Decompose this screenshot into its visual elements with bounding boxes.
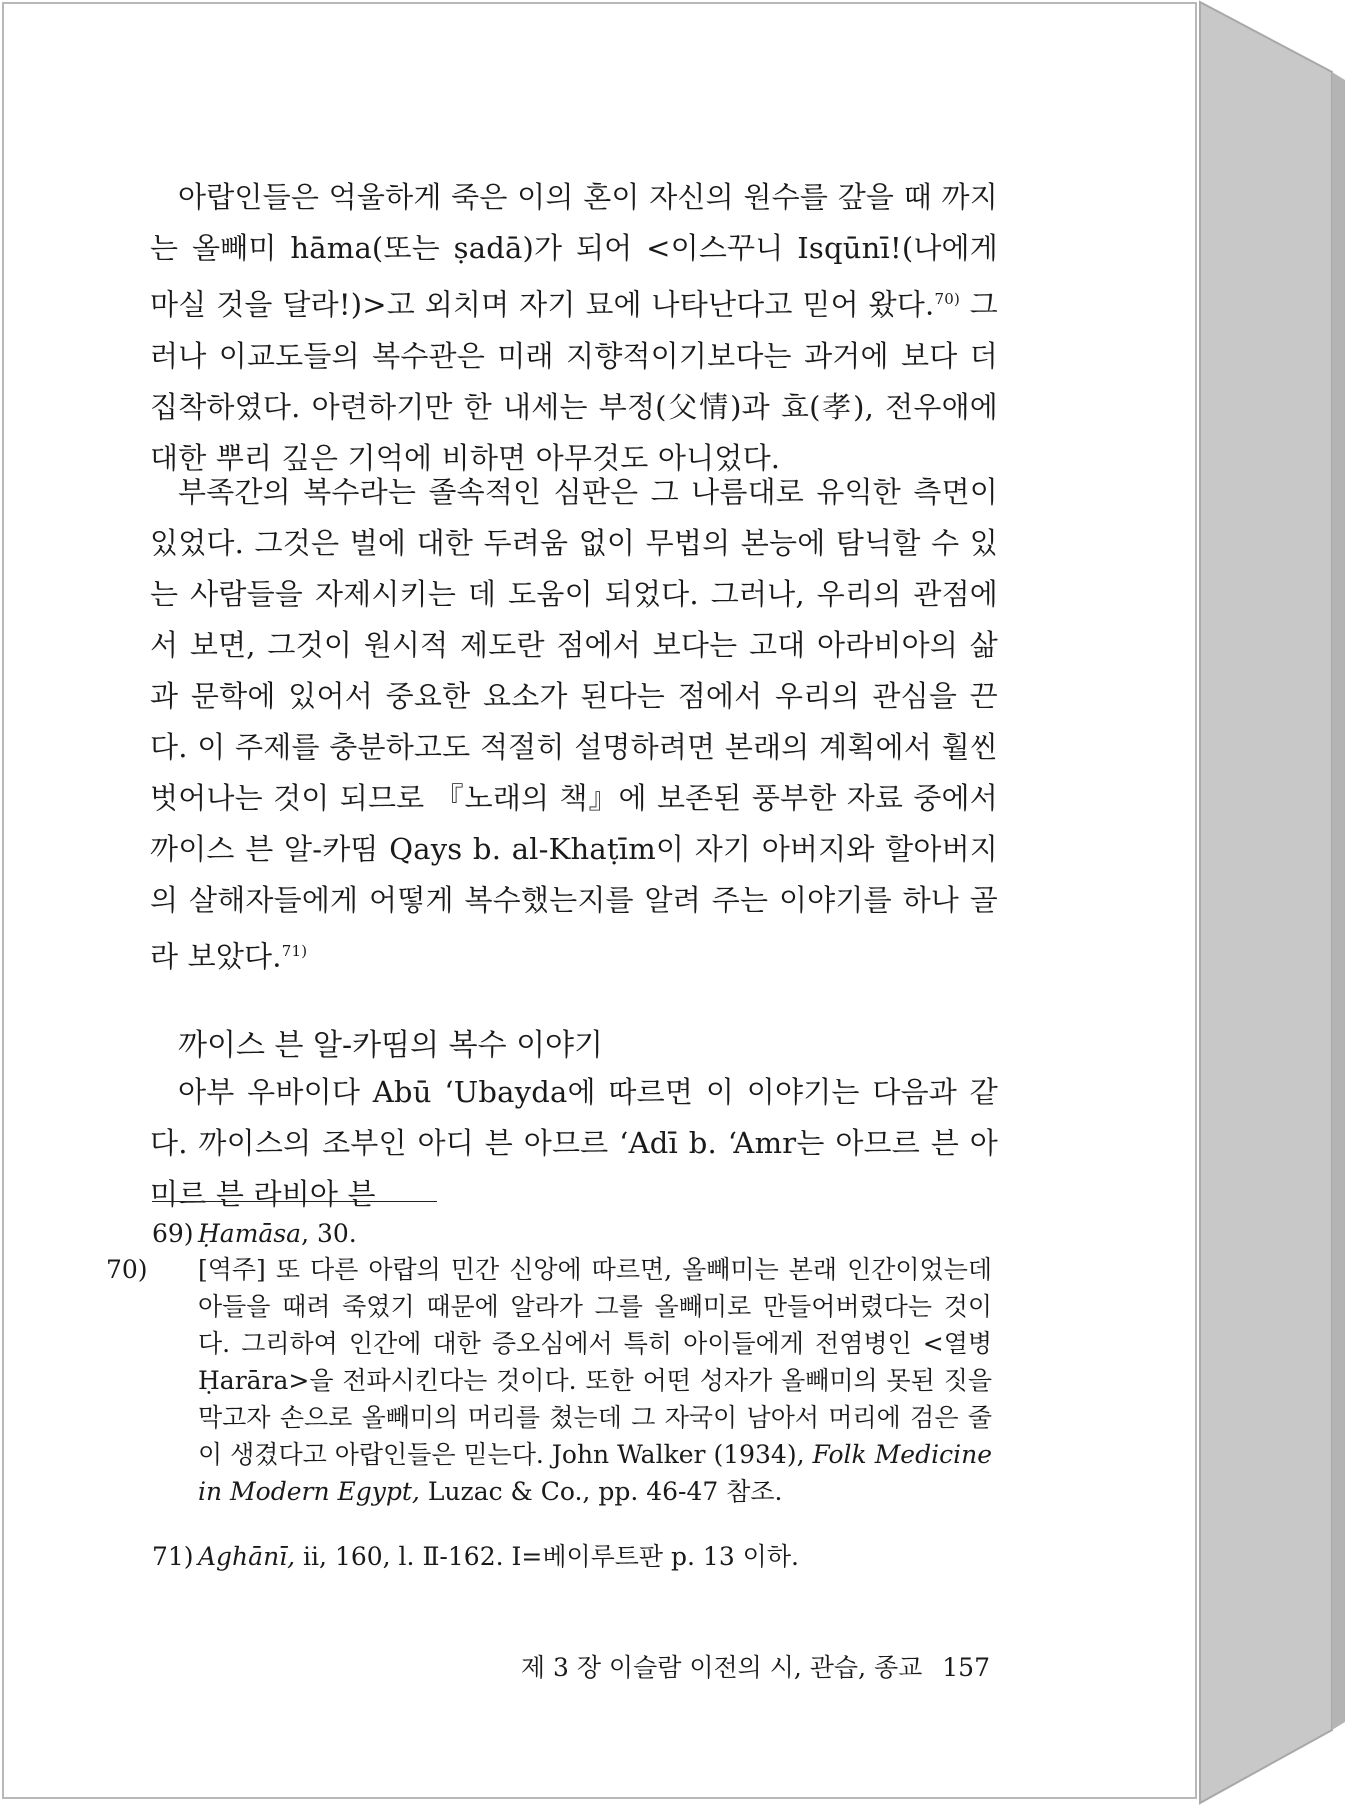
paragraph-2: 부족간의 복수라는 졸속적인 심판은 그 나름대로 유익한 측면이 있었다. 그것은 벌에 대한 두려움 없이 무법의 본능에 탐닉할 수 있는 사람들을 자제시키는 데 도움이 되었다. 그러나, 우리의 관점에서 보면, 그것이 원시적 제도란 점에서 보다는 고대 아라비아의 삶과 문학에 있어서 중요한 요소가 된다는 점에서 우리의 관심을 끈다. 이 주제를 충분하고도 적절히 설명하려면 본래의 계획에서 훨씬 벗어나는 것이 되므로 『노래의 책』에 보존된 풍부한 자료 중에서 까이스 븐 알-카띰 Qays b. al-Khaṭīm이 자기 아버지와 할아버지의 살해자들에게 어떻게 복수했는지를 알려 주는 이야기를 하나 골라 보았다.$^{71)}$ — [150, 475, 998, 974]
footnote-70: 70) [역주] 또 다른 아랍의 민간 신앙에 따르면, 올빼미는 본래 인간이었는데 아들을 때려 죽였기 때문에 알라가 그를 올빼미로 만들어버렸다는 것이다. 그리하여 인간에 대한 증오심에서 특히 아이들에게 전염병인 <열병 Ḥarāra>을 전파시킨다는 것이다. 또한 어떤 성자가 올빼미의 못된 짓을 막고자 손으로 올빼미의 머리를 쳤는데 그 자국이 남아서 머리에 검은 줄이 생겼다고 아랍인들은 믿는다. John Walker (1934), Folk Medicine in Modern Egypt, Luzac & Co., pp. 46-47 참조. — [106, 1255, 992, 1506]
footnote-ref-71: 71) — [281, 942, 308, 960]
page-number: 157 — [942, 1653, 990, 1682]
footnote-69: 69) Ḥamāsa, 30. — [152, 1219, 357, 1248]
footnote-71: 71) Aghānī, ii, 160, l. Ⅱ-162. Ⅰ=베이루트판 p. 13 이하. — [152, 1542, 799, 1571]
footnote-ref-70: 70) — [934, 290, 960, 308]
paragraph-3: 아부 우바이다 Abū ‘Ubayda에 따르면 이 이야기는 다음과 같다. 까이스의 조부인 아디 븐 아므르 ‘Adī b. ‘Amr는 아므르 븐 아미르 븐 라비아 븐 — [150, 1075, 998, 1211]
running-footer — [494, 1648, 990, 1684]
footer-chapter-title: 제 3 장 이슬람 이전의 시, 관습, 종교 — [520, 1653, 923, 1682]
footnote-divider — [152, 1201, 437, 1202]
paragraph-1: 아랍인들은 억울하게 죽은 이의 혼이 자신의 원수를 갚을 때 까지는 올빼미 hāma(또는 ṣadā)가 되어 <이스꾸니 Isqūnī!(나에게 마실 것을 달라!)>고 외치며 자기 묘에 나타난다고 믿어 왔다.$^{70)}$ 그러나 이교도들의 복수관은 미래 지향적이기보다는 과거에 보다 더 집착하였다. 아련하기만 한 내세는 부정(父情)과 효(孝), 전우애에 대한 뿌리 깊은 기억에 비하면 아무것도 아니었다. — [150, 180, 998, 475]
section-heading: 까이스 븐 알-카띰의 복수 이야기 — [178, 1028, 604, 1063]
